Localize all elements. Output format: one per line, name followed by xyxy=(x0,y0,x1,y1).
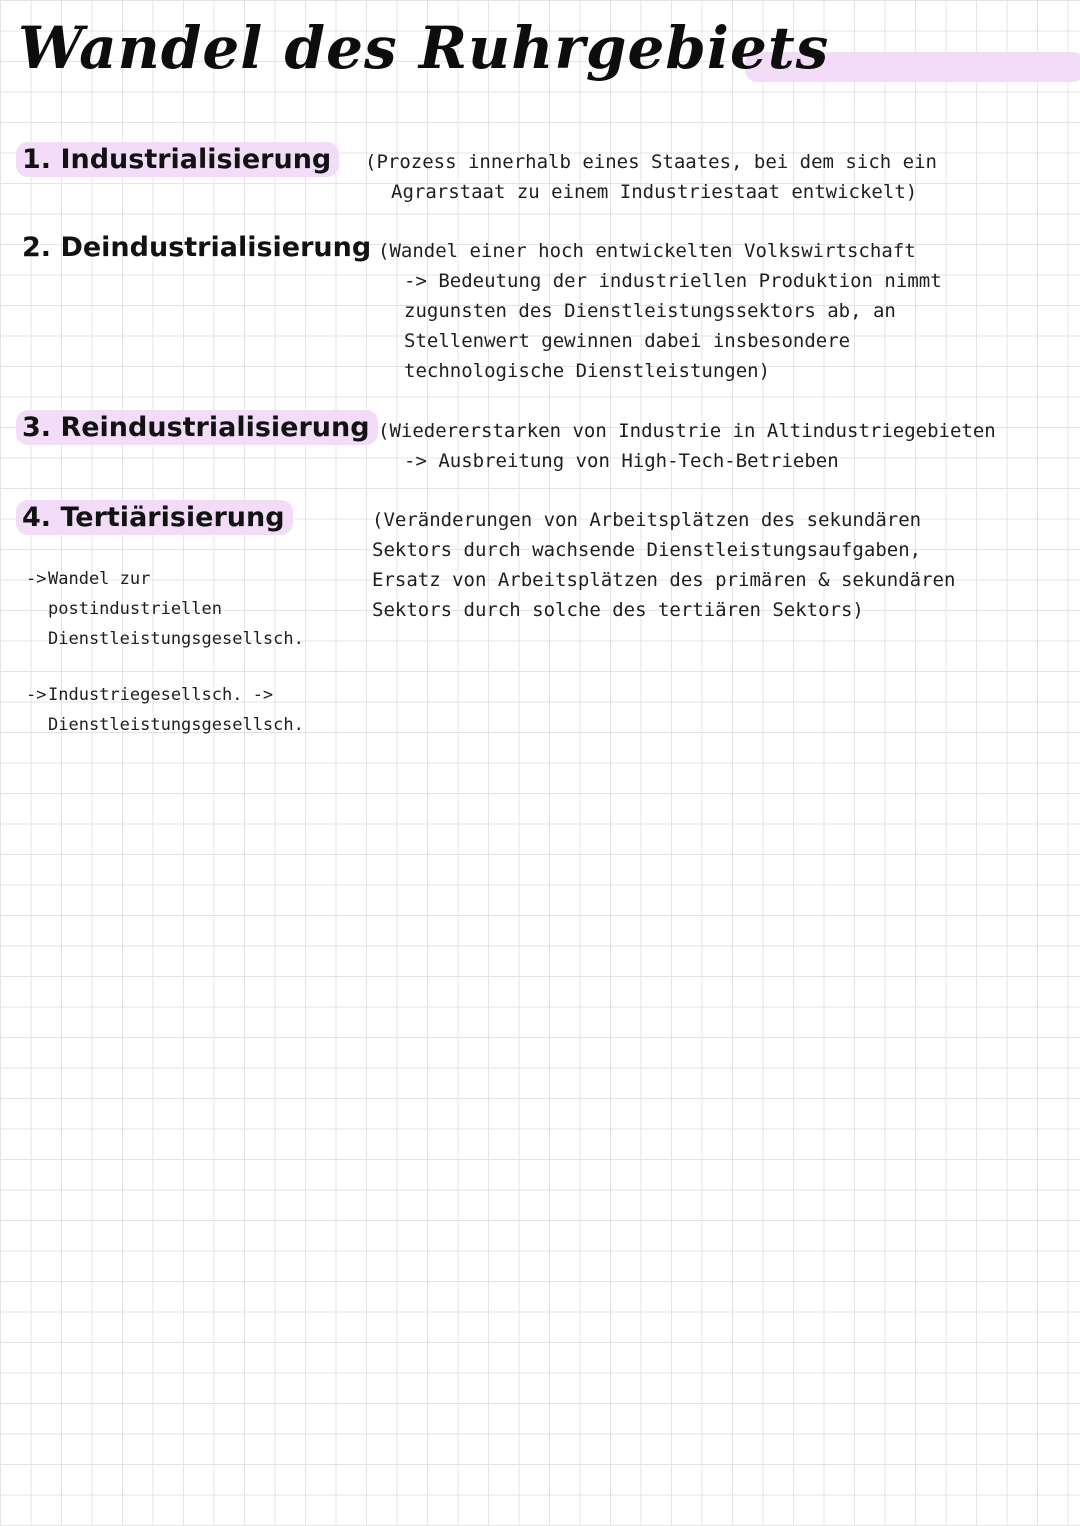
heading-reindustrialisierung: 3. Reindustrialisierung xyxy=(16,410,378,445)
desc-line: Stellenwert gewinnen dabei insbesondere xyxy=(404,330,851,352)
desc-line: (Prozess innerhalb eines Staates, bei dem sich ein xyxy=(365,151,937,173)
desc-line: zugunsten des Dienstleistungssektors ab, an xyxy=(404,300,896,322)
desc-line: Agrarstaat zu einem Industriestaat entwickelt) xyxy=(391,181,918,203)
heading-industrialisierung: 1. Industrialisierung xyxy=(16,142,339,177)
heading-tertiaerisierung: 4. Tertiärisierung xyxy=(16,500,293,535)
arrow-right-icon: -> xyxy=(26,685,47,705)
desc-line: technologische Dienstleistungen) xyxy=(404,360,771,382)
desc-line: Ersatz von Arbeitsplätzen des primären & sekundären xyxy=(372,569,956,591)
arrow-right-icon: -> xyxy=(26,569,47,589)
desc-reindustrialisierung xyxy=(378,416,996,476)
side-note-line: ->Industriegesellsch. -> xyxy=(26,680,304,710)
page-title: Wandel des Ruhrgebiets xyxy=(18,14,830,82)
desc-deindustrialisierung xyxy=(378,236,942,386)
desc-line: -> Ausbreitung von High-Tech-Betrieben xyxy=(404,450,839,472)
desc-line: (Wiedererstarken von Industrie in Altindustriegebieten xyxy=(378,420,996,442)
desc-line: -> Bedeutung der industriellen Produktion nimmt xyxy=(404,270,942,292)
desc-line: (Veränderungen von Arbeitsplätzen des sekundären xyxy=(372,509,922,531)
desc-tertiaerisierung xyxy=(372,505,955,625)
side-note-line: Dienstleistungsgesellsch. xyxy=(48,715,304,735)
desc-industrialisierung xyxy=(365,147,937,207)
desc-line: (Wandel einer hoch entwickelten Volkswirtschaft xyxy=(378,240,916,262)
desc-line: Sektors durch wachsende Dienstleistungsaufgaben, xyxy=(372,539,922,561)
side-note-gesellschaft xyxy=(26,680,304,740)
side-note-line: ->Wandel zur xyxy=(26,564,304,594)
desc-line: Sektors durch solche des tertiären Sektors) xyxy=(372,599,864,621)
heading-deindustrialisierung: 2. Deindustrialisierung xyxy=(22,232,372,263)
side-note-line: Dienstleistungsgesellsch. xyxy=(48,629,304,649)
side-note-line: postindustriellen xyxy=(48,599,222,619)
side-note-wandel xyxy=(26,564,304,654)
